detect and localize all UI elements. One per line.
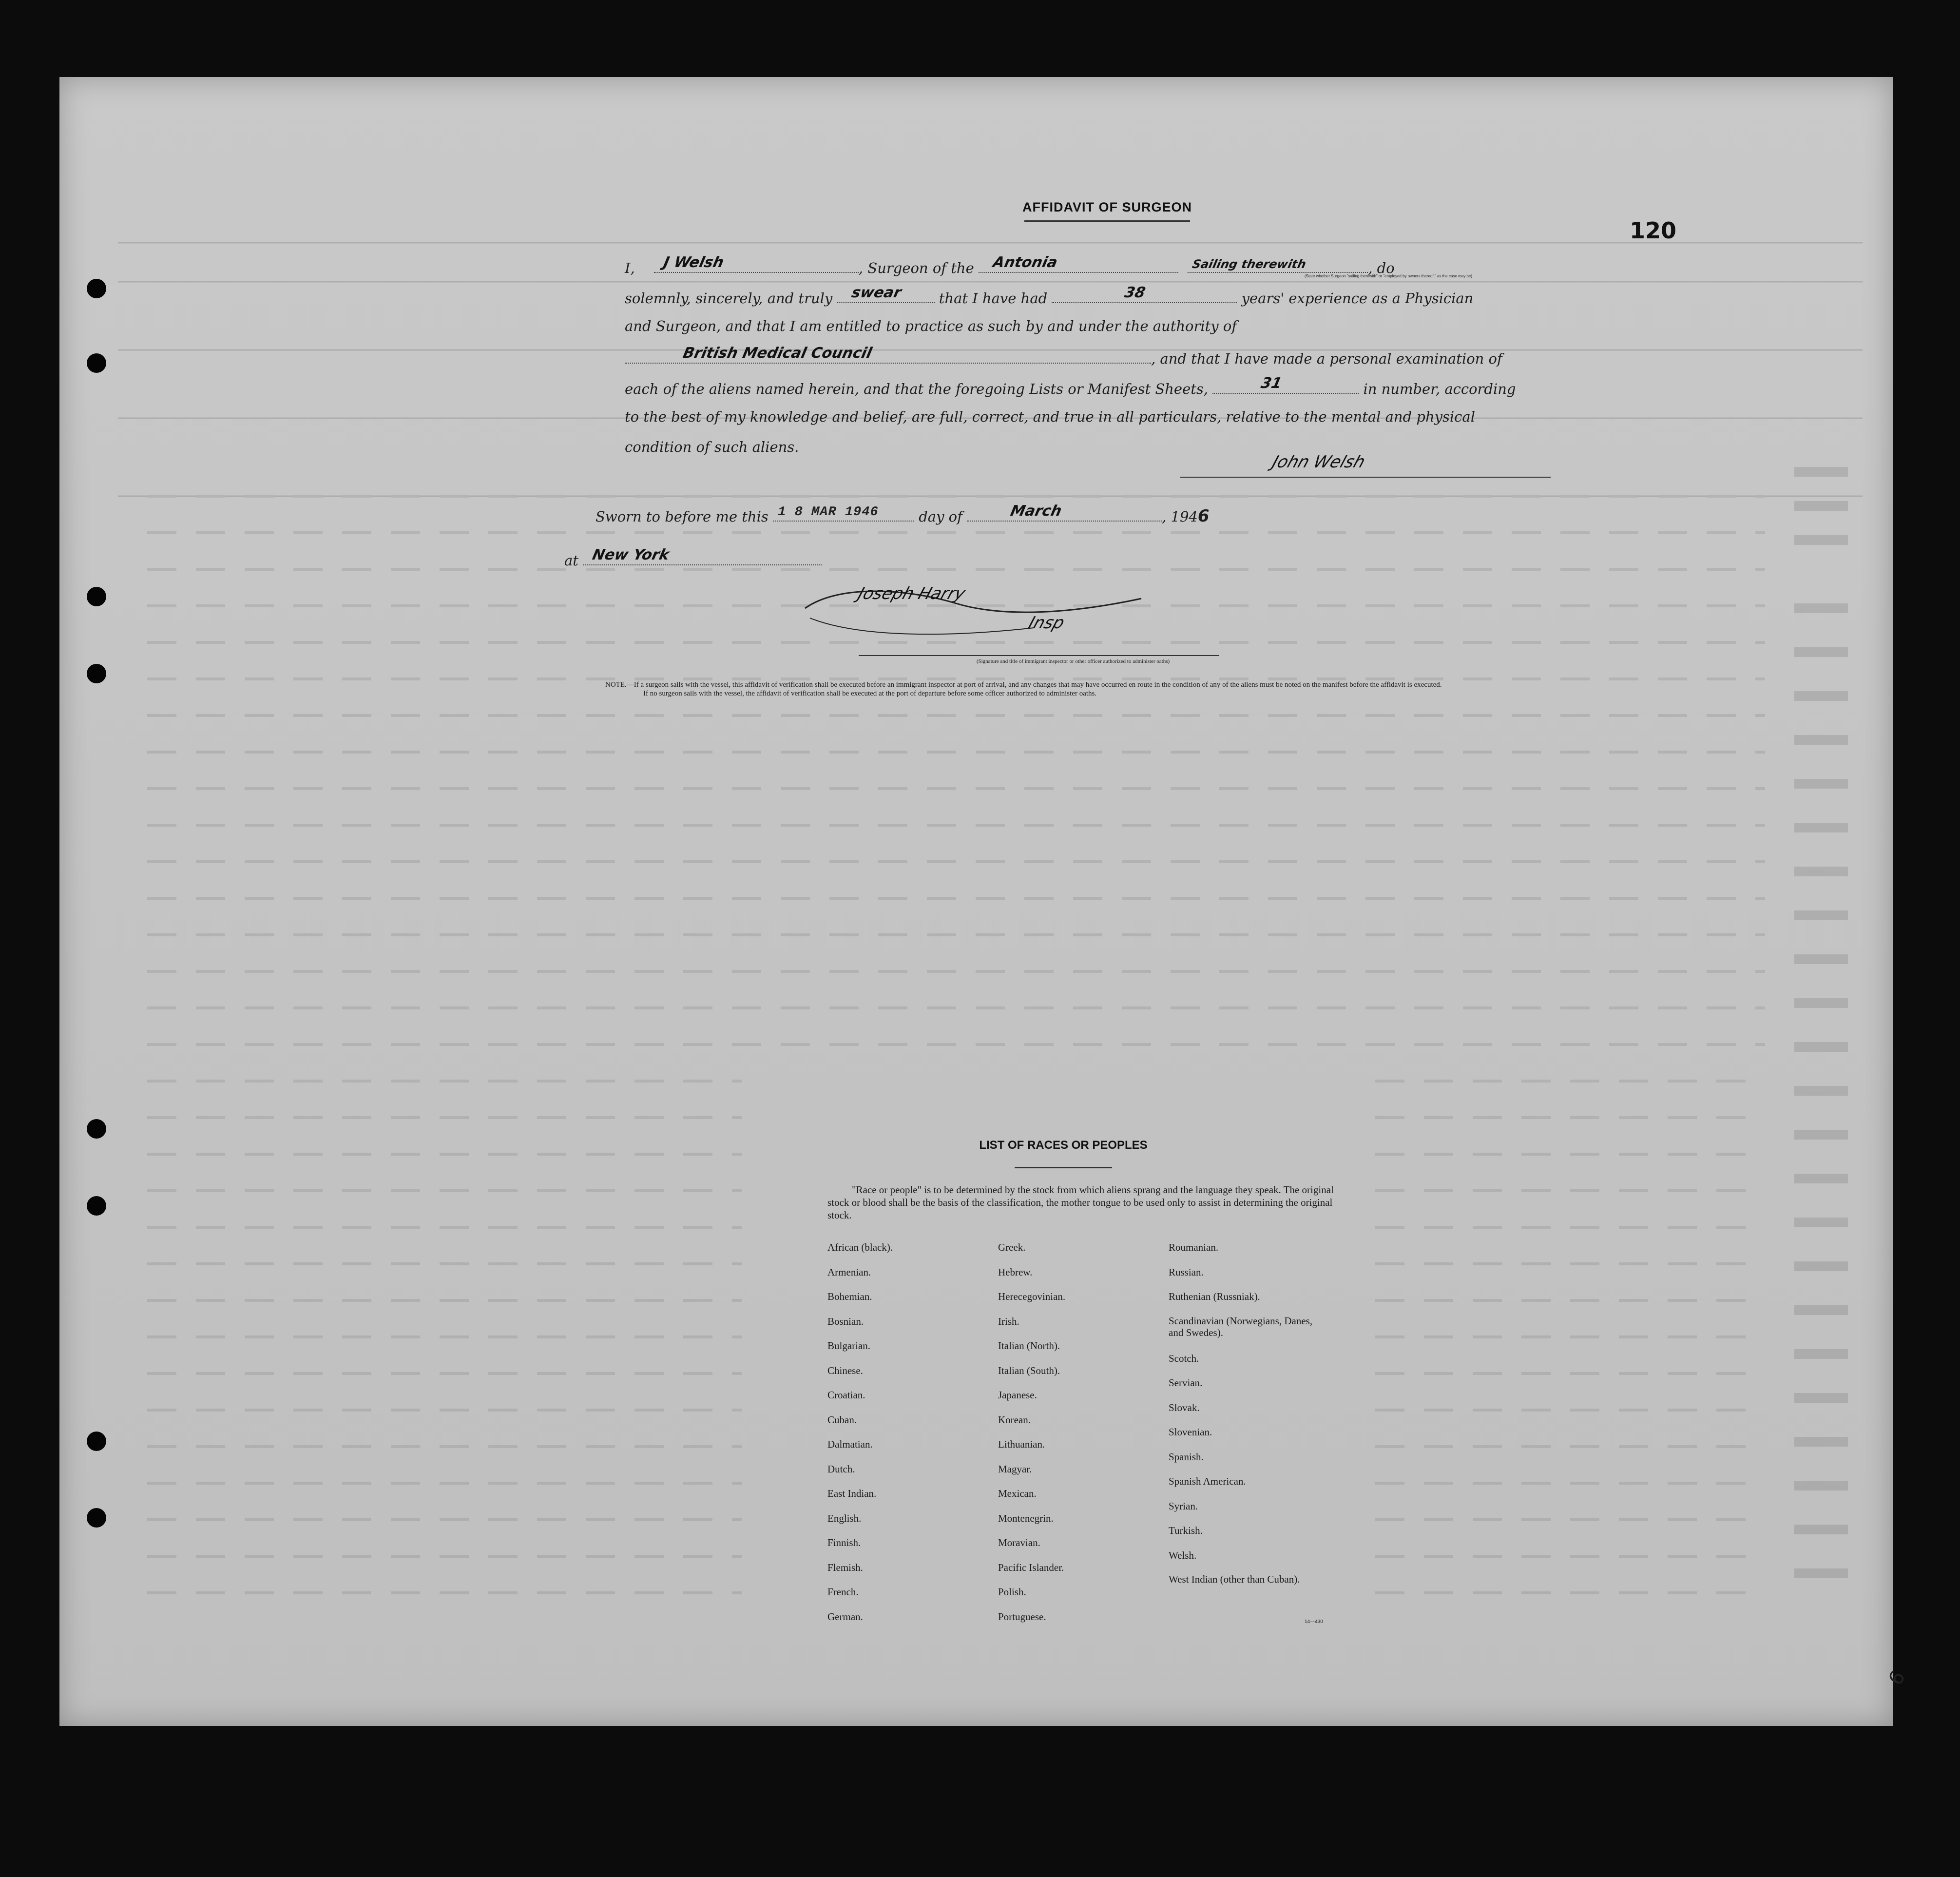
list-item: Flemish. [827,1561,863,1573]
list-item: Russian. [1169,1266,1204,1278]
list-item: Slovenian. [1169,1426,1212,1438]
sheets-count: 31 [1259,375,1284,392]
list-item: Ruthenian (Russniak). [1169,1291,1260,1302]
oath-blank [837,284,935,303]
form-code: 14—430 [1305,1619,1323,1625]
races-title-underline [1015,1167,1112,1168]
month-value: March [1009,503,1063,520]
text-solemnly: solemnly, sincerely, and truly [625,290,833,307]
list-item: Roumanian. [1169,1241,1219,1253]
text-years-experience: years' experience as a Physician [1241,290,1474,307]
sailing-blank [1188,257,1368,273]
list-item: Japanese. [998,1389,1037,1401]
text-day-of: day of [919,508,962,525]
list-item: West Indian (other than Cuban). [1169,1573,1300,1585]
affidavit-title: AFFIDAVIT OF SURGEON [1022,200,1192,214]
list-item: French. [827,1586,859,1598]
races-column-2 [998,1241,1065,1635]
text-i-have-had: that I have had [939,290,1048,307]
races-title: LIST OF RACES OR PEOPLES [979,1139,1148,1152]
text-surgeon-of: , Surgeon of the [858,260,974,276]
note-p1: NOTE.—If a surgeon sails with the vessel, this affidavit of verification shall be executed before an immigrant inspector at port of arrival, and any changes that may have occurred en route in the condition of any of the aliens must be noted on the manifest before the affidavit is executed. [605,681,1442,689]
date-blank [773,506,914,522]
list-item: East Indian. [827,1488,877,1499]
list-item: Slovak. [1169,1401,1200,1413]
list-item: Montenegrin. [998,1512,1054,1524]
text-personal-examination: , and that I have made a personal examination of [1151,350,1502,367]
list-item: Irish. [998,1315,1019,1327]
list-item: Chinese. [827,1364,863,1376]
text-each-of-aliens: each of the aliens named herein, and that the foregoing Lists or Manifest Sheets, [625,381,1209,397]
races-intro [827,1183,1334,1221]
surgeon-signature-line [1180,477,1551,478]
list-item: Bulgarian. [827,1340,871,1352]
list-item: Servian. [1169,1377,1203,1389]
surgeon-name-blank [654,254,859,273]
punch-hole [87,279,106,298]
affidavit-note [605,680,1546,698]
years-value: 38 [1123,284,1147,301]
punch-hole [87,1119,106,1139]
date-stamp: 1 8 MAR 1946 [776,505,880,520]
punch-hole [87,1196,106,1216]
punch-hole [87,587,106,606]
oath-word: swear [849,284,903,301]
note-p2: If no surgeon sails with the vessel, the affidavit of verification shall be executed at the port of departure before some officer authorized to administer oaths. [643,690,1097,697]
list-item: Portuguese. [998,1610,1046,1623]
vessel-blank [979,254,1178,273]
list-item: Spanish. [1169,1451,1204,1463]
list-item: Mexican. [998,1488,1037,1499]
location-blank [583,546,822,565]
authority-name: British Medical Council [681,345,874,362]
list-item: Korean. [998,1413,1031,1426]
text-in-number: in number, according [1363,381,1516,397]
text-i: I, [625,260,635,276]
manifest-sheet [59,77,1893,1726]
list-item: Syrian. [1169,1500,1198,1512]
list-item: Bohemian. [827,1291,872,1302]
punch-hole [87,1432,106,1451]
list-item: Greek. [998,1241,1026,1253]
punch-hole [87,664,106,683]
text-do: , do [1368,260,1395,276]
list-item: Lithuanian. [998,1438,1045,1450]
list-item: Bosnian. [827,1315,864,1327]
list-item: Scotch. [1169,1352,1199,1364]
list-item: Scandinavian (Norwegians, Danes, and Swedes). [1169,1315,1313,1338]
list-item: German. [827,1610,863,1623]
sailing-relation: Sailing therewith [1191,257,1307,271]
inspector-signature: Joseph Harry [855,584,968,603]
sheets-blank [1212,375,1359,394]
signature-caption: (Signature and title of immigrant inspector or other officer authorized to administer oaths) [976,658,1170,664]
races-column-3 [1169,1241,1329,1610]
affidavit-line-6: to the best of my knowledge and belief, are full, correct, and true in all particulars, relative to the mental and physical [625,408,1475,425]
sworn-line [596,503,1210,526]
affidavit-line-5 [625,375,1516,397]
years-blank [1052,284,1237,303]
vessel-name: Antonia [991,254,1059,271]
list-item: Dalmatian. [827,1438,873,1450]
list-item: Italian (South). [998,1364,1060,1376]
list-item: Herecegovinian. [998,1291,1066,1302]
list-item: Moravian. [998,1537,1040,1548]
text-year-prefix: , 194 [1162,508,1198,525]
list-item: English. [827,1512,862,1524]
list-item: Dutch. [827,1463,855,1475]
surgeon-signature: John Welsh [1269,452,1368,472]
text-at: at [564,552,578,569]
affidavit-line-4 [625,345,1502,367]
inspector-title: Insp [1026,613,1067,633]
list-item: Pacific Islander. [998,1561,1064,1573]
affidavit-line-7: condition of such aliens. [625,439,799,455]
list-item: Polish. [998,1586,1026,1598]
sailing-footnote: (State whether Surgeon "sailing therewith" or "employed by owners thereof," as the case may be) [1305,274,1472,278]
text-sworn: Sworn to before me this [596,508,769,525]
list-item: Italian (North). [998,1340,1060,1352]
list-item: Armenian. [827,1266,871,1278]
list-item: Spanish American. [1169,1475,1246,1487]
authority-blank [625,345,1151,364]
title-underline [1024,220,1190,222]
affidavit-line-3: and Surgeon, and that I am entitled to practice as such by and under the authority of [625,318,1237,334]
location-value: New York [591,546,671,563]
races-intro-text: "Race or people" is to be determined by the stock from which aliens sprang and the language they speak. The original stock or blood shall be the basis of the classification, the mother tongue to be used only to assist in determining the original stock. [827,1184,1334,1221]
punch-hole [87,353,106,373]
list-item: Finnish. [827,1537,861,1548]
list-item: Magyar. [998,1463,1032,1475]
punch-hole [87,1508,106,1528]
month-blank [967,503,1162,522]
inspector-signature-line [859,655,1219,656]
list-item: Croatian. [827,1389,865,1401]
margin-mark: 6 [1884,1667,1910,1689]
list-item: Turkish. [1169,1525,1203,1536]
affidavit-line-2 [625,284,1474,307]
list-item: African (black). [827,1241,893,1253]
list-item: Hebrew. [998,1266,1033,1278]
affidavit-line-1 [625,254,1395,276]
list-item: Welsh. [1169,1549,1197,1561]
surgeon-name: J Welsh [662,254,726,271]
races-column-1 [827,1241,893,1635]
page-number: 120 [1630,217,1677,244]
year-digit: 6 [1197,506,1210,526]
location-line [564,546,822,569]
list-item: Cuban. [827,1413,857,1426]
